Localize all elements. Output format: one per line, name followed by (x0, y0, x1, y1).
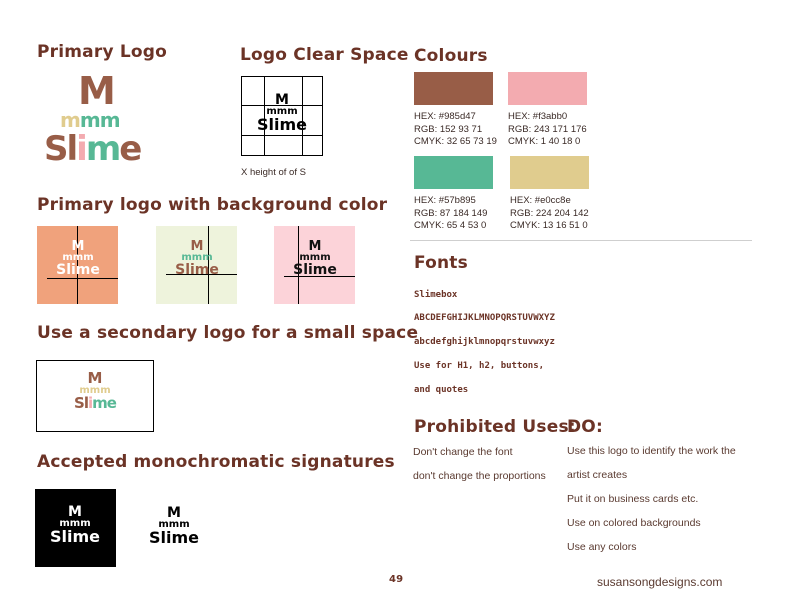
logo-slime: Slime (44, 129, 141, 169)
swatch-green (414, 156, 493, 189)
site-url: susansongdesigns.com (597, 575, 723, 589)
clear-space-diagram: M mmm Slime (241, 76, 323, 156)
mono-heading: Accepted monochromatic signatures (37, 452, 395, 472)
swatch-tan (510, 156, 589, 189)
do-heading: DO: (567, 417, 603, 437)
clear-space-heading: Logo Clear Space (240, 45, 409, 65)
colour-info-2: HEX: #f3abb0 RGB: 243 171 176 CMYK: 1 40 18 0 (508, 111, 587, 147)
do-item: Use on colored backgrounds (567, 517, 701, 529)
font-use-2: and quotes (414, 385, 469, 395)
prohibited-item: Don't change the font (413, 446, 513, 458)
primary-logo-heading: Primary Logo (37, 42, 167, 62)
mono-logo-white: M mmm Slime (35, 489, 116, 567)
do-item: Put it on business cards etc. (567, 493, 699, 505)
swatch-pink (508, 72, 587, 105)
colour-info-1: HEX: #985d47 RGB: 152 93 71 CMYK: 32 65 73 19 (414, 111, 497, 147)
do-item: Use any colors (567, 541, 637, 553)
logo-mmm: mmm (60, 108, 120, 132)
swatch-brown (414, 72, 493, 105)
prohibited-heading: Prohibited Uses: (414, 417, 576, 437)
font-name: Slimebox (414, 290, 458, 300)
with-bg-heading: Primary logo with background color (37, 195, 388, 215)
clear-space-note: X height of of S (241, 167, 306, 178)
logo-on-pink: M mmm Slime (274, 226, 355, 304)
colours-heading: Colours (414, 46, 488, 66)
do-item: Use this logo to identify the work the (567, 445, 736, 457)
logo-on-peach: M mmm Slime (37, 226, 118, 304)
primary-logo (40, 70, 150, 180)
colour-info-4: HEX: #e0cc8e RGB: 224 204 142 CMYK: 13 16 51 0 (510, 195, 589, 231)
font-use-1: Use for H1, h2, buttons, (414, 361, 545, 371)
logo-m: M (78, 70, 116, 113)
fonts-heading: Fonts (414, 253, 468, 273)
mono-logo-black: M mmm Slime (148, 505, 199, 547)
colour-info-3: HEX: #57b895 RGB: 87 184 149 CMYK: 65 4 53 0 (414, 195, 488, 231)
do-item: artist creates (567, 469, 628, 481)
logo-on-cream: M mmm Slime (156, 226, 237, 304)
prohibited-item: don't change the proportions (413, 470, 546, 482)
font-lower: abcdefghijklmnopqrstuvwxyz (414, 337, 555, 347)
secondary-heading: Use a secondary logo for a small space (37, 323, 419, 343)
secondary-logo: M mmm Slime (36, 360, 154, 432)
font-upper: ABCDEFGHIJKLMNOPQRSTUVWXYZ (414, 313, 555, 323)
divider (410, 240, 752, 241)
page-number: 49 (389, 574, 404, 585)
